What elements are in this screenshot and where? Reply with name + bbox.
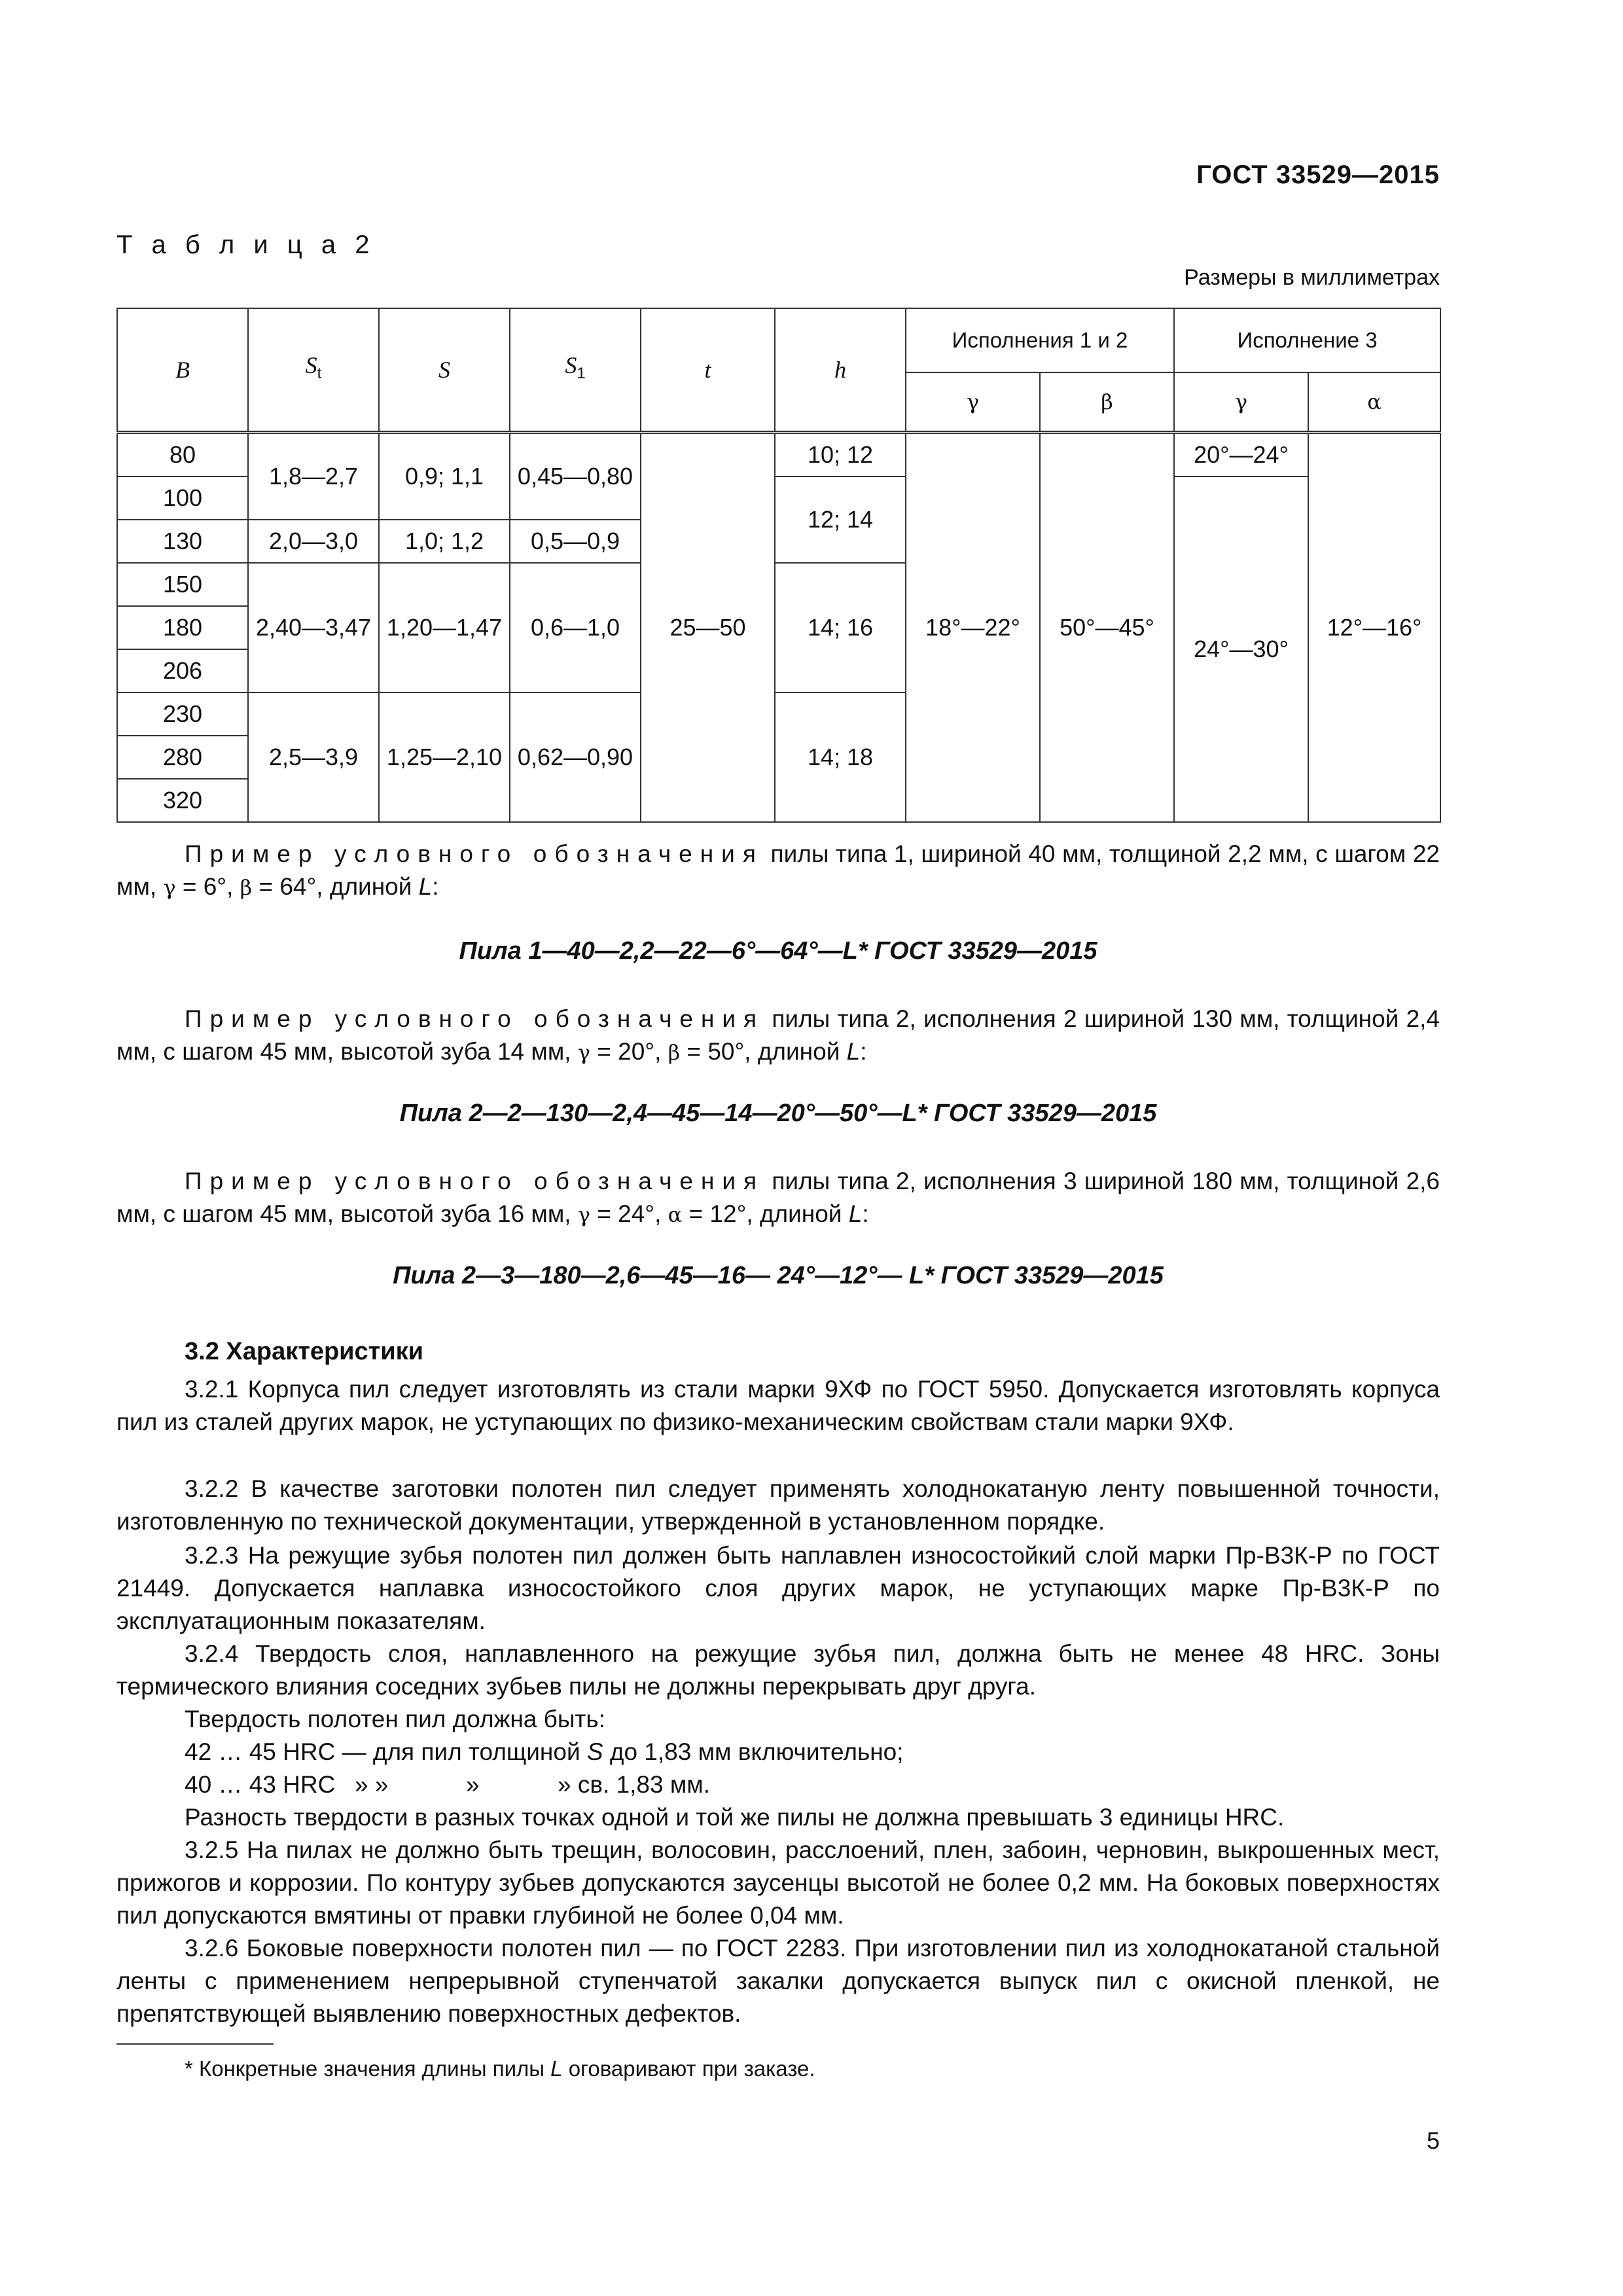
- cell-s: 1,25—2,10: [379, 692, 510, 822]
- example-paragraph-3: [116, 1165, 1440, 1231]
- gamma-symbol: γ: [577, 1202, 590, 1227]
- cell-b: 100: [117, 476, 248, 520]
- clause-3-2-4: 3.2.4 Твердость слоя, наплавленного на режущие зубья пил, должна быть не менее 48 HRC. Зоны термического влияния соседних зубьев пилы не должны перекрывать друг друга.: [116, 1640, 1440, 1700]
- hardness-line-1: [116, 1736, 1440, 1768]
- length-symbol: L: [550, 2056, 563, 2081]
- cell-b: 180: [117, 606, 248, 649]
- cell-h: 14; 18: [775, 692, 906, 822]
- section-heading: 3.2 Характеристики: [185, 1338, 424, 1365]
- cell-h: 14; 16: [775, 563, 906, 692]
- hardness-line-2: [185, 1768, 1101, 1801]
- table-row: [117, 433, 1440, 477]
- cell-s: 0,9; 1,1: [379, 433, 510, 520]
- header-B: B: [117, 308, 248, 433]
- thickness-symbol: S: [586, 1738, 603, 1765]
- header-gamma-3: γ: [1174, 372, 1308, 433]
- table-units: Размеры в миллиметрах: [1184, 265, 1440, 290]
- length-symbol: L: [848, 1200, 863, 1227]
- hardness-intro: Твердость полотен пил должна быть:: [185, 1706, 605, 1732]
- cell-h: 12; 14: [775, 476, 906, 563]
- footnote-text: оговаривают при заказе.: [562, 2056, 815, 2081]
- gamma-symbol: γ: [163, 875, 176, 900]
- header-St: $S_t$: [248, 308, 379, 433]
- page-number: 5: [1426, 2127, 1440, 2154]
- alpha-symbol: α: [668, 1202, 683, 1227]
- cell-b: 130: [117, 520, 248, 563]
- cell-h: 10; 12: [775, 433, 906, 477]
- clause-3-2-6: 3.2.6 Боковые поверхности полотен пил — по ГОСТ 2283. При изготовлении пил из холоднокатаной стальной ленты с применением непрерывной ступенчатой закалки допускается выпуск пил с окисной пленкой, не препятствующей выявлению поверхностных дефектов.: [116, 1935, 1440, 2027]
- header-S1: $S_1$: [510, 308, 641, 433]
- example-text: = 50°, длиной: [680, 1038, 847, 1065]
- clause-3-2-2: 3.2.2 В качестве заготовки полотен пил следует применять холоднокатаную ленту повышенной точности, изготовленную по технической документации, утвержденной в установленном порядке.: [116, 1475, 1440, 1535]
- cell-st: 2,0—3,0: [248, 520, 379, 563]
- example-text: :: [432, 873, 439, 900]
- cell-b: 230: [117, 692, 248, 736]
- hardness-text: » св. 1,83 мм.: [558, 1771, 711, 1798]
- header-alpha: α: [1308, 372, 1440, 433]
- document-id: ГОСТ 33529—2015: [1196, 160, 1440, 189]
- clause-3-2-3: 3.2.3 На режущие зубья полотен пил должен быть наплавлен износостойкий слой марки Пр-В3К-Р по ГОСТ 21449. Допускается наплавка износостойкого слоя других марок, не уступающих марке Пр-В3К-Р по эксплуатационным показателям.: [116, 1542, 1440, 1634]
- table-title: Т а б л и ц а 2: [116, 230, 376, 259]
- cell-alpha: 12°—16°: [1308, 433, 1440, 823]
- length-symbol: L: [846, 1038, 861, 1065]
- cell-t: 25—50: [641, 433, 775, 823]
- example-text: пилы типа 2, исполнения 2 шириной 130 мм, толщиной 2,4 мм, с шагом 45 мм, высотой зуба 14 мм,: [116, 1005, 1440, 1065]
- cell-s1: 0,5—0,9: [510, 520, 641, 563]
- header-h: h: [775, 308, 906, 433]
- dimensions-table: [116, 308, 1441, 823]
- beta-symbol: β: [668, 1040, 681, 1065]
- gamma-symbol: γ: [577, 1040, 590, 1065]
- footnote-text: * Конкретные значения длины пилы: [185, 2056, 551, 2081]
- table-header-row: [117, 308, 1440, 372]
- header-beta: β: [1040, 372, 1174, 433]
- example-text: = 12°, длиной: [682, 1200, 849, 1227]
- hardness-difference: Разность твердости в разных точках одной и той же пилы не должна превышать 3 единицы HRC.: [185, 1804, 1285, 1831]
- example-lead: Пример условного обозначения: [185, 1168, 765, 1194]
- ditto-marks: » »: [355, 1771, 389, 1798]
- cell-st: 2,5—3,9: [248, 692, 379, 822]
- cell-b: 320: [117, 779, 248, 822]
- example-paragraph-2: [116, 1003, 1440, 1069]
- header-execution-1-2: Исполнения 1 и 2: [906, 308, 1174, 372]
- ditto-mark: »: [466, 1771, 480, 1798]
- cell-s1: 0,6—1,0: [510, 563, 641, 692]
- designation-example-1: Пила 1—40—2,2—22—6°—64°—L* ГОСТ 33529—2015: [459, 937, 1097, 965]
- cell-s: 1,20—1,47: [379, 563, 510, 692]
- example-text: = 20°,: [590, 1038, 668, 1065]
- header-t: t: [641, 308, 775, 433]
- hardness-text: до 1,83 мм включительно;: [603, 1738, 904, 1765]
- designation-example-3: Пила 2—3—180—2,6—45—16— 24°—12°— L* ГОСТ 33529—2015: [393, 1262, 1164, 1289]
- cell-gamma-3: 20°—24°: [1174, 433, 1308, 477]
- header-S: S: [379, 308, 510, 433]
- header-gamma-1-2: γ: [906, 372, 1040, 433]
- example-text: = 6°,: [175, 873, 240, 900]
- footnote: [185, 2056, 815, 2081]
- cell-s1: 0,45—0,80: [510, 433, 641, 520]
- cell-gamma-1-2: 18°—22°: [906, 433, 1040, 823]
- cell-gamma-3: 24°—30°: [1174, 476, 1308, 822]
- header-execution-3: Исполнение 3: [1174, 308, 1440, 372]
- hardness-text: 40 … 43 HRC: [185, 1771, 336, 1798]
- designation-example-2: Пила 2—2—130—2,4—45—14—20°—50°—L* ГОСТ 33529—2015: [399, 1100, 1157, 1127]
- beta-symbol: β: [240, 875, 253, 900]
- cell-b: 80: [117, 433, 248, 477]
- example-lead: Пример условного обозначения: [185, 1005, 765, 1032]
- length-symbol: L: [418, 873, 433, 900]
- cell-st: 2,40—3,47: [248, 563, 379, 692]
- example-lead: Пример условного обозначения: [185, 840, 764, 867]
- example-text: :: [860, 1038, 867, 1065]
- example-text: :: [862, 1200, 869, 1227]
- example-text: пилы типа 1, шириной 40 мм, толщиной 2,2 мм, с шагом 22 мм,: [116, 840, 1440, 900]
- cell-st: 1,8—2,7: [248, 433, 379, 520]
- clause-3-2-5: 3.2.5 На пилах не должно быть трещин, волосовин, расслоений, плен, забоин, черновин, выкрошенных мест, прижогов и коррозии. По контуру зубьев допускаются заусенцы высотой не более 0,2 мм. На боковых поверхностях пил допускаются вмятины от правки глубиной не более 0,04 мм.: [116, 1837, 1440, 1929]
- cell-s1: 0,62—0,90: [510, 692, 641, 822]
- cell-b: 280: [117, 736, 248, 779]
- cell-s: 1,0; 1,2: [379, 520, 510, 563]
- cell-b: 150: [117, 563, 248, 606]
- footnote-divider: [116, 2043, 274, 2045]
- cell-b: 206: [117, 649, 248, 692]
- example-text: = 64°, длиной: [252, 873, 419, 900]
- example-paragraph-1: [116, 838, 1440, 904]
- example-text: = 24°,: [590, 1200, 668, 1227]
- example-text: пилы типа 2, исполнения 3 шириной 180 мм, толщиной 2,6 мм, с шагом 45 мм, высотой зуба 16 мм,: [116, 1168, 1440, 1227]
- clause-3-2-1: 3.2.1 Корпуса пил следует изготовлять из стали марки 9ХФ по ГОСТ 5950. Допускается изготовлять корпуса пил из сталей других марок, не уступающих по физико-механическим свойствам стали марки 9ХФ.: [116, 1376, 1440, 1435]
- hardness-text: 42 … 45 HRC — для пил толщиной: [185, 1738, 587, 1765]
- cell-beta: 50°—45°: [1040, 433, 1174, 823]
